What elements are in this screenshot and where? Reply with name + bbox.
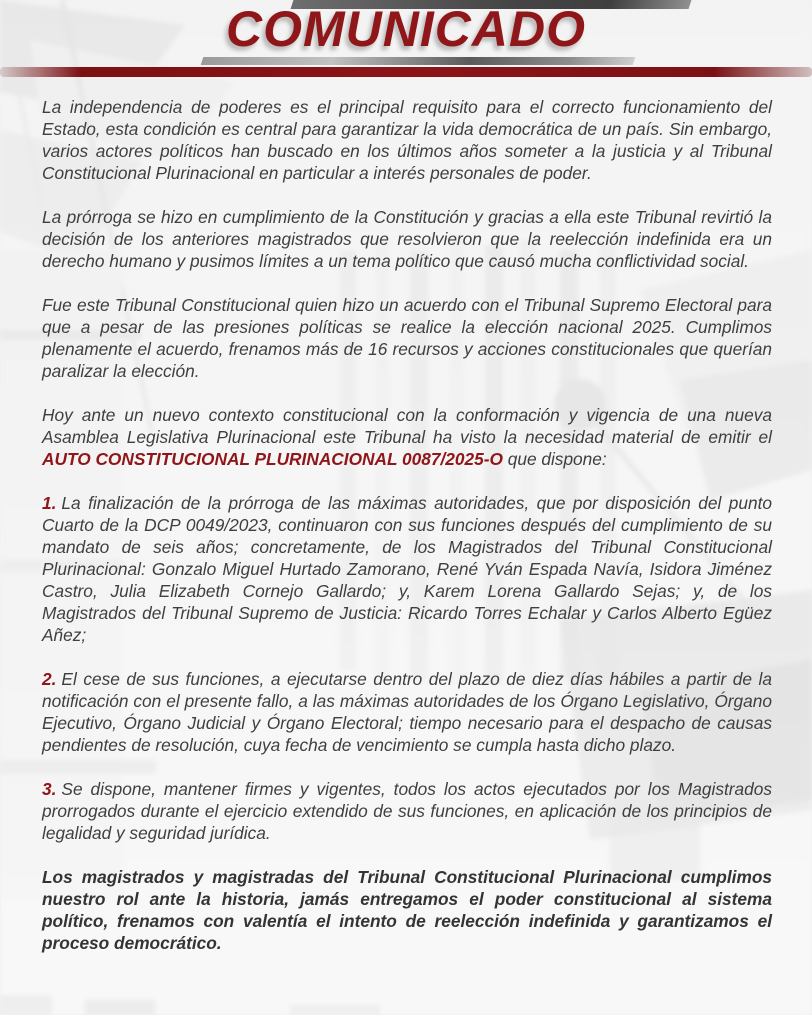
item-2-text: El cese de sus funciones, a ejecutarse dentro del plazo de diez días hábiles a partir de la notificación con el presente fallo, a las máximas autoridades de los Órgano Legislativo, Órgano Ejecutivo, Órgano Judicial y Órgano Electoral; tiempo necesario para el despacho de causas pendientes de resolución, cuya fecha de vencimiento se cumpla hasta dicho plazo.	[42, 669, 772, 755]
disposition-item-3	[42, 778, 772, 844]
paragraph-independence: La independencia de poderes es el principal requisito para el correcto funcionamiento del Estado, esta condición es central para garantizar la vida democrática de un país. Sin embargo, varios actores políticos han buscado en los últimos años someter a la justicia y al Tribunal Constitucional Plurinacional en particular a interés personales de poder.	[42, 97, 772, 183]
auto-paragraph-prefix: Hoy ante un nuevo contexto constitucional con la conformación y vigencia de una nueva Asamblea Legislativa Plurinacional este Tribunal ha visto la necesidad material de emitir el	[42, 405, 772, 447]
disposition-item-1	[42, 492, 772, 646]
auto-constitucional-reference: AUTO CONSTITUCIONAL PLURINACIONAL 0087/2025-O	[42, 449, 503, 469]
paragraph-auto-constitucional	[42, 404, 772, 470]
banner-bottom-bar	[201, 57, 636, 65]
item-3-text: Se dispone, mantener firmes y vigentes, todos los actos ejecutados por los Magistrados prorrogados durante el ejercicio extendido de sus funciones, en aplicación de los principios de legalidad y seguridad jurídica.	[42, 779, 772, 843]
paragraph-prorroga: La prórroga se hizo en cumplimiento de la Constitución y gracias a ella este Tribunal revirtió la decisión de los anteriores magistrados que resolvieron que la reelección indefinida era un derecho humano y pusimos límites a un tema político que causó mucha conflictividad social.	[42, 207, 772, 271]
auto-paragraph-suffix: que dispone:	[502, 449, 607, 469]
item-3-number: 3.	[42, 779, 57, 799]
banner-red-rule	[0, 67, 812, 77]
communique-body	[42, 96, 772, 976]
paragraph-acuerdo-electoral: Fue este Tribunal Constitucional quien hizo un acuerdo con el Tribunal Supremo Electoral para que a pesar de las presiones políticas se realice la elección nacional 2025. Cumplimos plenamente el acuerdo, frenamos más de 16 recursos y acciones constitucionales que querían paralizar la elección.	[42, 295, 772, 381]
item-2-number: 2.	[42, 669, 57, 689]
closing-statement: Los magistrados y magistradas del Tribunal Constitucional Plurinacional cumplimos nuestro rol ante la historia, jamás entregamos el poder constitucional al sistema político, frenamos con valentía el intento de reelección indefinida y garantizamos el proceso democrático.	[42, 867, 772, 953]
item-1-text: La finalización de la prórroga de las máximas autoridades, que por disposición del punto Cuarto de la DCP 0049/2023, continuaron con sus funciones después del cumplimiento de su mandato de seis años; concretamente, de los Magistrados del Tribunal Constitucional Plurinacional: Gonzalo Miguel Hurtado Zamorano, René Yván Espada Navía, Isidora Jiménez Castro, Julia Elizabeth Cornejo Gallardo; y, Karem Lorena Gallardo Sejas; y, de los Magistrados del Tribunal Supremo de Justicia: Ricardo Torres Echalar y Carlos Alberto Egüez Añez;	[42, 493, 772, 645]
banner	[0, 0, 812, 86]
disposition-item-2	[42, 668, 772, 756]
item-1-number: 1.	[42, 493, 57, 513]
page-title: COMUNICADO	[226, 1, 586, 57]
